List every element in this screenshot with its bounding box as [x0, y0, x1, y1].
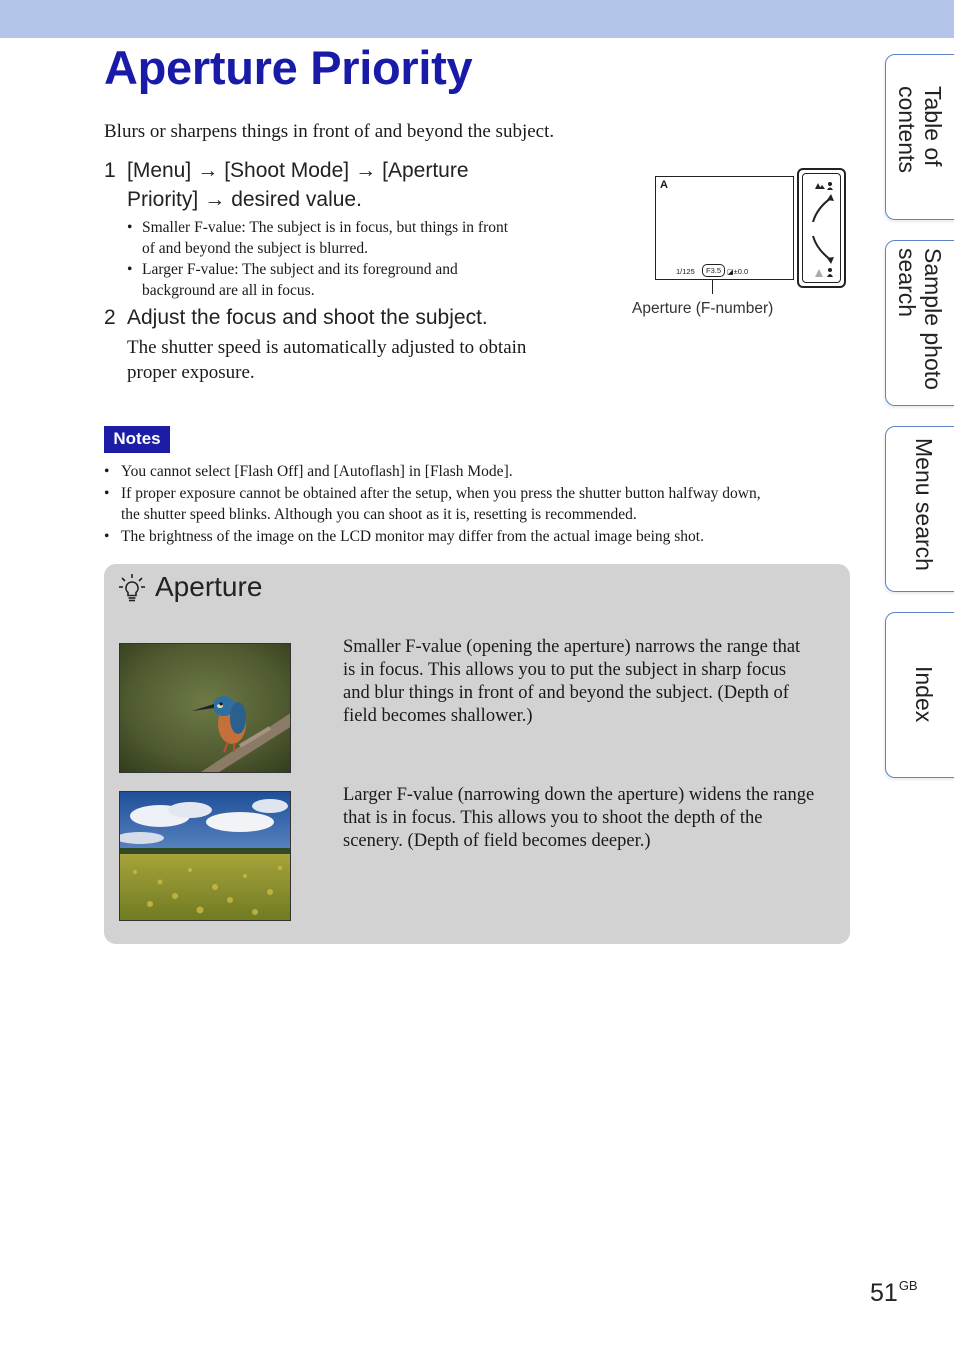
- small-fvalue-text: Smaller F-value (opening the aperture) narrows the range that is in focus. This allows you to put the subject in sharp focus and blur things in front of and beyond the subject. (Depth of field becomes shallower.): [343, 637, 801, 726]
- landscape-photo: [119, 791, 291, 921]
- list-item: • You cannot select [Flash Off] and [Autoflash] in [Flash Mode].: [104, 461, 761, 483]
- menu-label: [Menu]: [127, 159, 192, 182]
- list-item: • If proper exposure cannot be obtained after the setup, when you press the shutter button halfway down, the shutter speed blinks. Although you can shoot as it is, resetting is recommended.: [104, 483, 761, 526]
- dial-icons: [803, 174, 842, 284]
- tip-title: Aperture: [155, 571, 263, 602]
- f-number: F3.5: [702, 264, 725, 277]
- tab-menu-search-label[interactable]: Menu search: [911, 438, 937, 571]
- header-band: [0, 0, 954, 38]
- arrow-up-icon: [813, 198, 831, 222]
- tab-sample-photo-search-label[interactable]: Sample photo search: [894, 248, 946, 390]
- kingfisher-photo: [119, 643, 291, 773]
- arrow-icon: →: [355, 159, 377, 182]
- list-item: • Smaller F-value: The subject is in focus, but things in front of and beyond the subject is blurred.: [127, 217, 508, 259]
- step-2-body: The shutter speed is automatically adjusted to obtain proper exposure.: [127, 337, 527, 383]
- step-2-heading: Adjust the focus and shoot the subject.: [127, 306, 488, 329]
- mode-indicator: A: [660, 179, 668, 191]
- list-item: • Larger F-value: The subject and its foreground and background are all in focus.: [127, 259, 508, 301]
- notes-badge: Notes: [104, 426, 170, 453]
- arrow-icon: →: [197, 159, 219, 182]
- page-number: $51^{GB}$: [870, 1278, 918, 1307]
- tab-table-of-contents-label[interactable]: Table of contents: [894, 86, 946, 173]
- shutter-speed: 1/125: [676, 267, 695, 276]
- callout-line: [712, 280, 713, 294]
- page-title: Aperture Priority: [104, 41, 473, 94]
- lcd-caption: Aperture (F-number): [632, 300, 774, 317]
- desired-value-label: desired value.: [231, 188, 362, 211]
- aperture-label: [Aperture: [382, 159, 469, 182]
- aperture-dial-illustration: [797, 168, 846, 288]
- intro-text: Blurs or sharpens things in front of and beyond the subject.: [104, 121, 555, 142]
- tab-index-label[interactable]: Index: [911, 666, 937, 723]
- step-2-number: 2: [104, 306, 116, 329]
- exposure-value: ◪±0.0: [727, 267, 749, 276]
- step-1-bullets: [127, 217, 508, 301]
- arrow-icon: →: [204, 188, 226, 211]
- list-item: • The brightness of the image on the LCD monitor may differ from the actual image being shot.: [104, 526, 761, 548]
- priority-label: Priority]: [127, 188, 199, 211]
- mountain-person-icon: [815, 182, 833, 190]
- exposure-icon: ◪: [727, 269, 734, 276]
- arrow-down-icon: [813, 236, 831, 260]
- lcd-screen-illustration: [655, 176, 794, 280]
- blurred-mountain-person-icon: [815, 268, 833, 277]
- lcd-status-bar: [656, 263, 793, 279]
- dial-frame: [802, 173, 841, 283]
- step-1-line-2: [127, 188, 362, 212]
- step-1-number: 1: [104, 159, 116, 182]
- lightbulb-icon: [118, 573, 146, 605]
- step-1-line-1: [127, 159, 469, 183]
- notes-list: [104, 461, 761, 547]
- large-fvalue-text: Larger F-value (narrowing down the aperture) widens the range that is in focus. This allows you to shoot the depth of the scenery. (Depth of field becomes deeper.): [343, 785, 815, 851]
- shoot-mode-label: [Shoot Mode]: [224, 159, 350, 182]
